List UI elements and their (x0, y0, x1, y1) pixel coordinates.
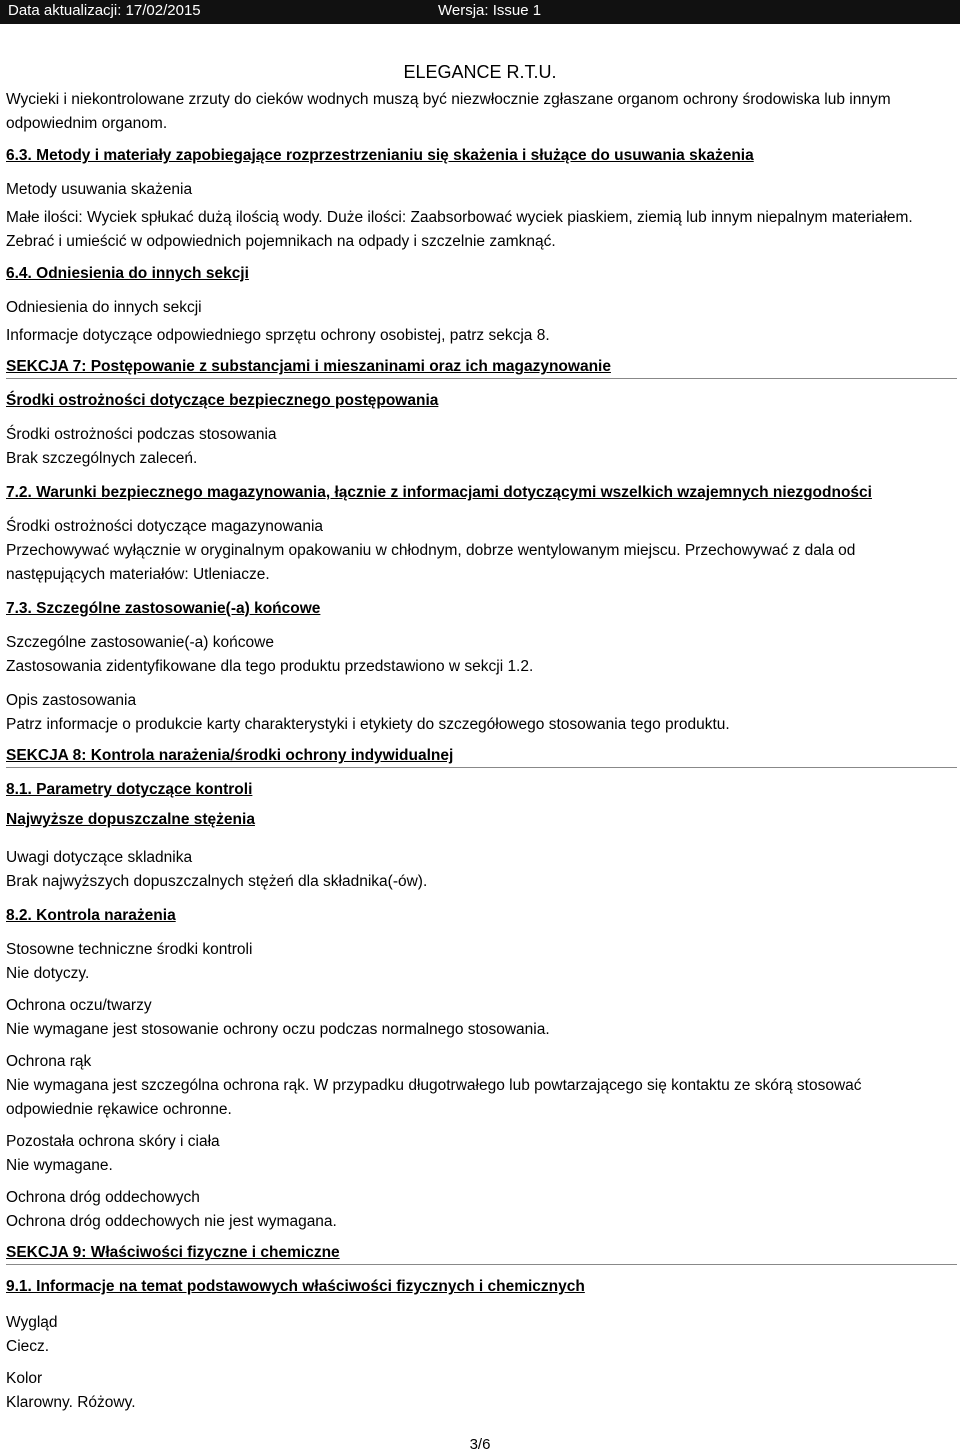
text-appearance: Ciecz. (6, 1338, 50, 1355)
section-7-title: SEKCJA 7: Postępowanie z substancjami i mieszaninami oraz ich magazynowanie (6, 356, 957, 379)
label-cleanup: Metody usuwania skażenia (6, 181, 193, 198)
version: Wersja: Issue 1 (438, 2, 542, 19)
heading-exposure-limits: Najwyższe dopuszczalne stężenia (6, 811, 255, 828)
section-8-title: SEKCJA 8: Kontrola narażenia/środki ochrony indywidualnej (6, 745, 957, 768)
product-title: ELEGANCE R.T.U. (403, 62, 557, 82)
text-ingredient-notes: Brak najwyższych dopuszczalnych stężeń dla składnika(-ów). (6, 873, 428, 890)
text-references: Informacje dotyczące odpowiedniego sprzętu ochrony osobistej, patrz sekcja 8. (6, 327, 550, 344)
revision-date: Data aktualizacji: 17/02/2015 (8, 2, 201, 19)
heading-7-2: 7.2. Warunki bezpiecznego magazynowania, łącznie z informacjami dotyczącymi wszelkich wzajemnych niezgodności (6, 484, 872, 501)
label-colour: Kolor (6, 1370, 43, 1387)
label-respiratory-protection: Ochrona dróg oddechowych (6, 1189, 200, 1206)
heading-8-2: 8.2. Kontrola narażenia (6, 907, 176, 924)
label-references: Odniesienia do innych sekcji (6, 299, 202, 316)
intro-text: Wycieki i niekontrolowane zrzuty do cieków wodnych muszą być niezwłocznie zgłaszane organom ochrony środowiska lub innym odpowiednim organom. (6, 91, 891, 132)
text-skin-protection: Nie wymagane. (6, 1157, 113, 1174)
text-respiratory-protection: Ochrona dróg oddechowych nie jest wymagana. (6, 1213, 337, 1230)
label-appearance: Wygląd (6, 1314, 58, 1331)
label-handling: Środki ostrożności podczas stosowania (6, 426, 277, 443)
heading-8-1: 8.1. Parametry dotyczące kontroli (6, 781, 253, 798)
page-header (0, 0, 960, 24)
text-storage: Przechowywać wyłącznie w oryginalnym opakowaniu w chłodnym, dobrze wentylowanym miejscu. Przechowywać z dala od następujących materiałów: Utleniacze. (6, 542, 856, 583)
text-use-description: Patrz informacje o produkcie karty charakterystyki i etykiety do szczegółowego stosowania tego produktu. (6, 716, 730, 733)
heading-6-3: 6.3. Metody i materiały zapobiegające rozprzestrzenianiu się skażenia i służące do usuwania skażenia (6, 147, 754, 164)
text-handling: Brak szczególnych zaleceń. (6, 450, 198, 467)
text-eye-protection: Nie wymagane jest stosowanie ochrony oczu podczas normalnego stosowania. (6, 1021, 550, 1038)
section-9-title: SEKCJA 9: Właściwości fizyczne i chemiczne (6, 1242, 957, 1265)
label-hand-protection: Ochrona rąk (6, 1053, 92, 1070)
text-colour: Klarowny. Różowy. (6, 1394, 136, 1411)
text-cleanup: Małe ilości: Wyciek spłukać dużą ilością wody. Duże ilości: Zaabsorbować wyciek piaskiem, ziemią lub innym niepalnym materiałem. Zebrać i umieścić w odpowiednich pojemnikach na odpady i szczelnie zamknąć. (6, 209, 913, 250)
label-skin-protection: Pozostała ochrona skóry i ciała (6, 1133, 220, 1150)
heading-7-3: 7.3. Szczególne zastosowanie(-a) końcowe (6, 600, 321, 617)
heading-6-4: 6.4. Odniesienia do innych sekcji (6, 265, 249, 282)
heading-7-1: Środki ostrożności dotyczące bezpiecznego postępowania (6, 392, 439, 409)
label-eye-protection: Ochrona oczu/twarzy (6, 997, 152, 1014)
document-body (6, 88, 951, 1415)
label-engineering-controls: Stosowne techniczne środki kontroli (6, 941, 253, 958)
heading-9-1: 9.1. Informacje na temat podstawowych właściwości fizycznych i chemicznych (6, 1278, 585, 1295)
page-number: 3/6 (469, 1436, 491, 1453)
text-hand-protection: Nie wymagana jest szczególna ochrona rąk. W przypadku długotrwałego lub powtarzającego się kontaktu ze skórą stosować odpowiednie rękawice ochronne. (6, 1077, 862, 1118)
label-storage: Środki ostrożności dotyczące magazynowania (6, 518, 324, 535)
text-engineering-controls: Nie dotyczy. (6, 965, 90, 982)
label-use-description: Opis zastosowania (6, 692, 137, 709)
label-end-use: Szczególne zastosowanie(-a) końcowe (6, 634, 274, 651)
text-end-use: Zastosowania zidentyfikowane dla tego produktu przedstawiono w sekcji 1.2. (6, 658, 534, 675)
label-ingredient-notes: Uwagi dotyczące skladnika (6, 849, 193, 866)
